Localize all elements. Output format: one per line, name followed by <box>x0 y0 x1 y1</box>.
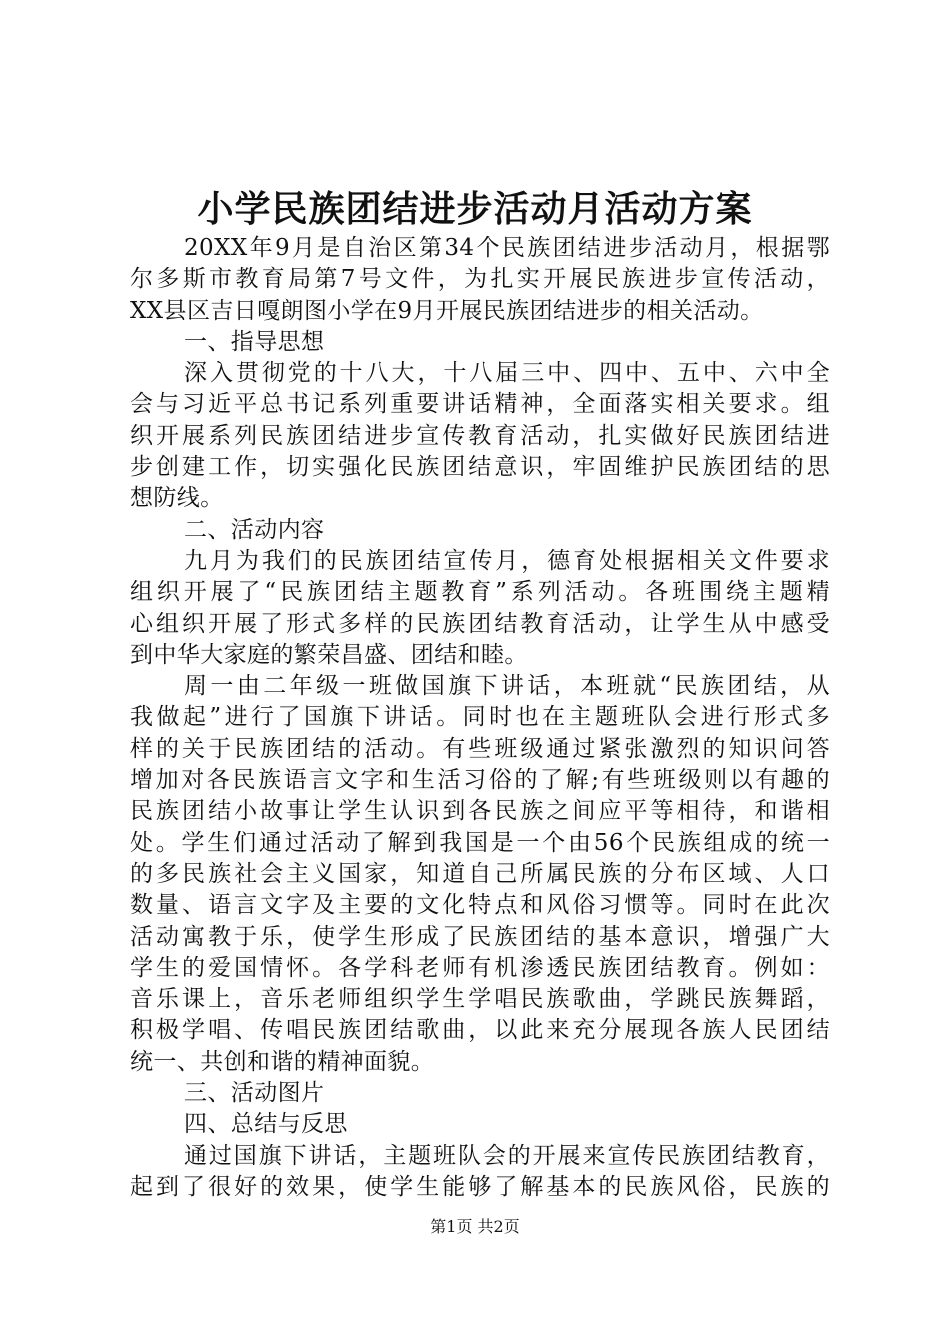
document-title: 小学民族团结进步活动月活动方案 <box>197 188 753 230</box>
text-line: 统一、共创和谐的精神面貌。 <box>130 1048 435 1075</box>
section-heading: 二、活动内容 <box>184 516 325 543</box>
text-line: 数量、语言文字及主要的文化特点和风俗习惯等。同时在此次 <box>130 892 830 919</box>
text-line: 的多民族社会主义国家，知道自己所属民族的分布区域、人口 <box>130 860 830 887</box>
text-line: 织开展系列民族团结进步宣传教育活动，扎实做好民族团结进 <box>130 422 830 449</box>
text-line: 组织开展了“民族团结主题教育”系列活动。各班围绕主题精 <box>130 579 830 606</box>
text-line: 周一由二年级一班做国旗下讲话，本班就“民族团结，从 <box>184 673 830 700</box>
section-heading: 四、总结与反思 <box>184 1111 348 1138</box>
text-line: 我做起”进行了国旗下讲话。同时也在主题班队会进行形式多 <box>130 704 830 731</box>
text-line: 样的关于民族团结的活动。有些班级通过紧张激烈的知识问答 <box>130 735 830 762</box>
section-heading: 三、活动图片 <box>184 1080 325 1107</box>
text-line: 步创建工作，切实强化民族团结意识，牢固维护民族团结的思 <box>130 454 830 481</box>
text-line: 深入贯彻党的十八大，十八届三中、四中、五中、六中全 <box>184 360 830 387</box>
text-line: 心组织开展了形式多样的民族团结教育活动，让学生从中感受 <box>130 610 830 637</box>
text-line: 民族团结小故事让学生认识到各民族之间应平等相待，和谐相 <box>130 798 830 825</box>
text-line: 尔多斯市教育局第7号文件，为扎实开展民族进步宣传活动， <box>130 266 830 293</box>
text-line: 处。学生们通过活动了解到我国是一个由56个民族组成的统一 <box>130 829 830 856</box>
text-line: 积极学唱、传唱民族团结歌曲，以此来充分展现各族人民团结 <box>130 1017 830 1044</box>
text-line: 音乐课上，音乐老师组织学生学唱民族歌曲，学跳民族舞蹈， <box>130 986 830 1013</box>
text-line: 活动寓教于乐，使学生形成了民族团结的基本意识，增强广大 <box>130 923 830 950</box>
text-line: 到中华大家庭的繁荣昌盛、团结和睦。 <box>130 641 528 668</box>
page-footer: 第1页 共2页 <box>430 1217 520 1236</box>
text-line: 九月为我们的民族团结宣传月，德育处根据相关文件要求 <box>184 547 830 574</box>
text-line: 会与习近平总书记系列重要讲话精神，全面落实相关要求。组 <box>130 391 830 418</box>
text-line: 20XX年9月是自治区第34个民族团结进步活动月，根据鄂 <box>184 235 830 261</box>
document-body <box>130 233 830 1203</box>
text-line: 通过国旗下讲话，主题班队会的开展来宣传民族团结教育， <box>184 1142 830 1169</box>
text-line: 想防线。 <box>130 485 224 512</box>
text-line: 起到了很好的效果，使学生能够了解基本的民族风俗，民族的 <box>130 1173 830 1200</box>
text-line: 学生的爱国情怀。各学科老师有机渗透民族团结教育。例如： <box>130 954 830 981</box>
text-line: 增加对各民族语言文字和生活习俗的了解;有些班级则以有趣的 <box>130 767 830 794</box>
text-line: XX县区吉日嘎朗图小学在9月开展民族团结进步的相关活动。 <box>130 297 764 324</box>
section-heading: 一、指导思想 <box>184 328 325 355</box>
